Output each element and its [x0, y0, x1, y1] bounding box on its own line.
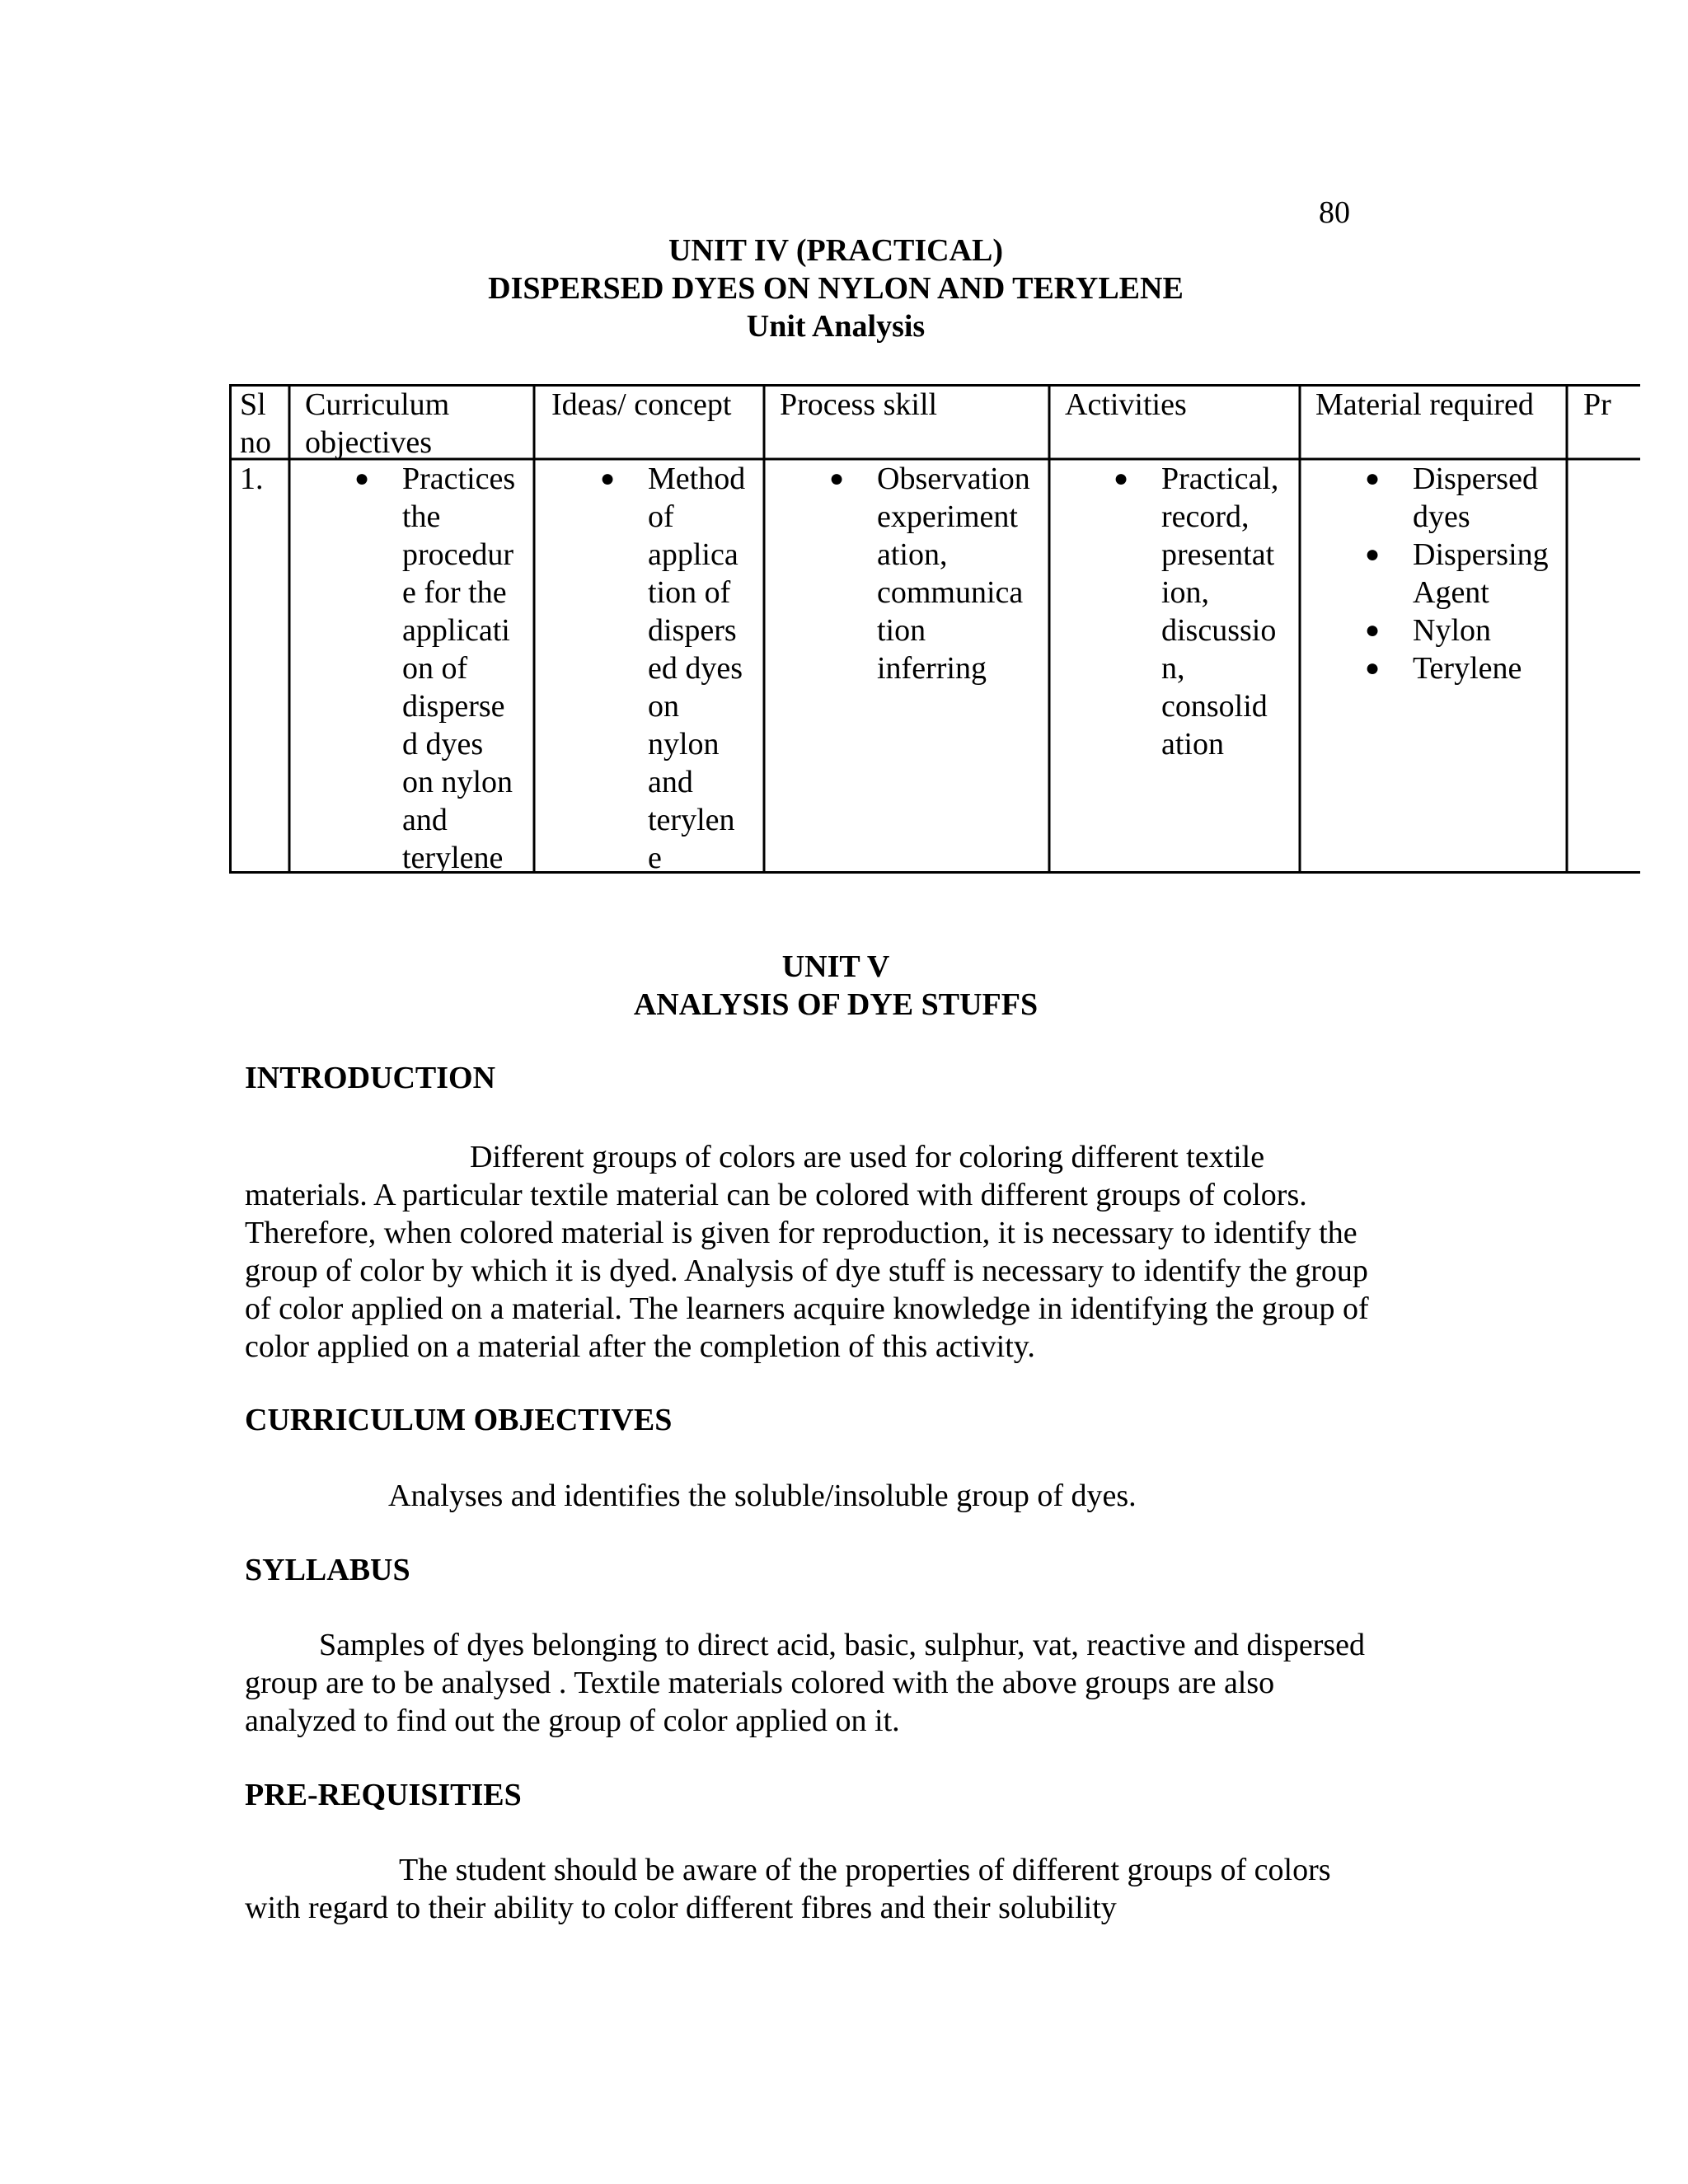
list-item-continued: ion,: [1161, 575, 1210, 610]
list-item-continued: consolid: [1161, 689, 1268, 724]
paragraph-line: Different groups of colors are used for coloring different textile: [470, 1140, 1265, 1174]
paragraph-line: analyzed to find out the group of color applied on it.: [245, 1704, 900, 1738]
list-item-continued: ation: [1161, 727, 1224, 762]
list-item: ● Dispersed: [1365, 462, 1538, 496]
header-cut-off: Pr: [1583, 387, 1611, 422]
list-item-continued: presentat: [1161, 537, 1275, 572]
list-item-continued: tion: [877, 613, 926, 648]
list-item-continued: terylene: [402, 841, 504, 874]
introduction-paragraph: [245, 1138, 1423, 1366]
list-item-continued: ation,: [877, 537, 948, 572]
list-item: ● Terylene: [1365, 651, 1522, 686]
page-number: 80: [1319, 195, 1350, 230]
unit4-title: UNIT IV (PRACTICAL): [668, 233, 1004, 268]
list-item-continued: and: [648, 765, 693, 799]
list-item: ● Practices: [354, 462, 516, 496]
bullet-icon: ●: [354, 465, 370, 492]
header-ideas-concept: Ideas/ concept: [551, 387, 732, 422]
prerequisites-heading: PRE-REQUISITIES: [245, 1778, 522, 1812]
paragraph-line: The student should be aware of the properties of different groups of colors: [399, 1853, 1331, 1887]
list-item-continued: inferring: [877, 651, 987, 686]
syllabus-paragraph: [245, 1626, 1423, 1740]
list-item-continued: of: [648, 499, 674, 534]
paragraph-line: of color applied on a material. The learners acquire knowledge in identifying the group of: [245, 1291, 1369, 1326]
list-item-continued: e for the: [402, 575, 507, 610]
list-item: ● Practical,: [1114, 462, 1279, 496]
row1-curriculum-objectives: [354, 460, 516, 874]
paragraph-line: with regard to their ability to color different fibres and their solubility: [245, 1891, 1117, 1925]
list-item: ● Dispersing: [1365, 537, 1549, 572]
list-item-continued: and: [402, 803, 448, 837]
list-item-continued: procedur: [402, 537, 514, 572]
list-item-continued: experiment: [877, 499, 1018, 534]
bullet-icon: ●: [1365, 616, 1381, 644]
list-item-continued: ed dyes: [648, 651, 743, 686]
header-no: no: [240, 425, 271, 460]
bullet-icon: ●: [1365, 654, 1381, 682]
list-item-continued: communica: [877, 575, 1024, 610]
unit5-subtitle: ANALYSIS OF DYE STUFFS: [633, 987, 1039, 1022]
bullet-icon: ●: [1365, 541, 1381, 568]
list-item-continued: on nylon: [402, 765, 513, 799]
header-process-skill: Process skill: [780, 387, 938, 422]
paragraph-line: materials. A particular textile material can be colored with different groups of colors.: [245, 1178, 1307, 1212]
row1-process-skill: [829, 460, 1030, 687]
header-sl: Sl: [240, 387, 266, 422]
unit5-title: UNIT V: [781, 949, 890, 984]
row1-ideas-concept: [600, 460, 746, 874]
list-item-continued: nylon: [648, 727, 720, 762]
list-item-continued: on: [648, 689, 679, 724]
list-item-continued: the: [402, 499, 441, 534]
list-item: ● Observation: [829, 462, 1030, 496]
list-item: ● Nylon: [1365, 613, 1491, 648]
bullet-icon: ●: [600, 465, 616, 492]
list-item-continued: tion of: [648, 575, 731, 610]
list-item-continued: discussio: [1161, 613, 1277, 648]
header-sl-no: [240, 386, 271, 462]
bullet-icon: ●: [829, 465, 845, 492]
paragraph-line: group are to be analysed . Textile materials colored with the above groups are also: [245, 1666, 1275, 1700]
header-curriculum: Curriculum: [305, 387, 450, 422]
curriculum-objectives-heading: CURRICULUM OBJECTIVES: [245, 1403, 673, 1437]
bullet-icon: ●: [1114, 465, 1129, 492]
list-item-continued: terylen: [648, 803, 735, 837]
list-item-continued: dyes: [1413, 499, 1470, 534]
paragraph-line: group of color by which it is dyed. Analysis of dye stuff is necessary to identify the group: [245, 1254, 1368, 1288]
list-item-continued: disperse: [402, 689, 505, 724]
list-item-continued: applicati: [402, 613, 510, 648]
unit4-heading: [0, 232, 1672, 345]
paragraph-line: color applied on a material after the completion of this activity.: [245, 1329, 1035, 1364]
bullet-icon: ●: [1365, 465, 1381, 492]
list-item-continued: dispers: [648, 613, 737, 648]
unit4-subtitle: DISPERSED DYES ON NYLON AND TERYLENE: [488, 271, 1184, 306]
list-item-continued: Agent: [1413, 575, 1489, 610]
list-item-continued: e: [648, 841, 662, 874]
list-item-continued: n,: [1161, 651, 1185, 686]
paragraph-line: Therefore, when colored material is given for reproduction, it is necessary to identify the: [245, 1216, 1357, 1250]
header-objectives: objectives: [305, 425, 433, 460]
header-material-required: Material required: [1315, 387, 1534, 422]
list-item-continued: applica: [648, 537, 738, 572]
unit4-analysis-label: Unit Analysis: [746, 309, 926, 344]
row1-sl-no: 1.: [240, 462, 264, 496]
header-activities: Activities: [1065, 387, 1187, 422]
row1-activities: [1114, 460, 1279, 763]
unit-analysis-table: [229, 384, 1640, 874]
curriculum-objectives-text: Analyses and identifies the soluble/insoluble group of dyes.: [388, 1479, 1137, 1513]
prerequisites-paragraph: [245, 1851, 1423, 1927]
introduction-heading: INTRODUCTION: [245, 1061, 496, 1095]
syllabus-heading: SYLLABUS: [245, 1553, 410, 1587]
row1-material-required: [1365, 460, 1549, 687]
list-item-continued: d dyes: [402, 727, 484, 762]
list-item: ● Method: [600, 462, 746, 496]
header-curriculum-objectives: [305, 386, 449, 462]
paragraph-line: Samples of dyes belonging to direct acid, basic, sulphur, vat, reactive and dispersed: [319, 1628, 1366, 1662]
list-item-continued: on of: [402, 651, 468, 686]
list-item-continued: record,: [1161, 499, 1250, 534]
unit5-heading: [0, 948, 1672, 1024]
